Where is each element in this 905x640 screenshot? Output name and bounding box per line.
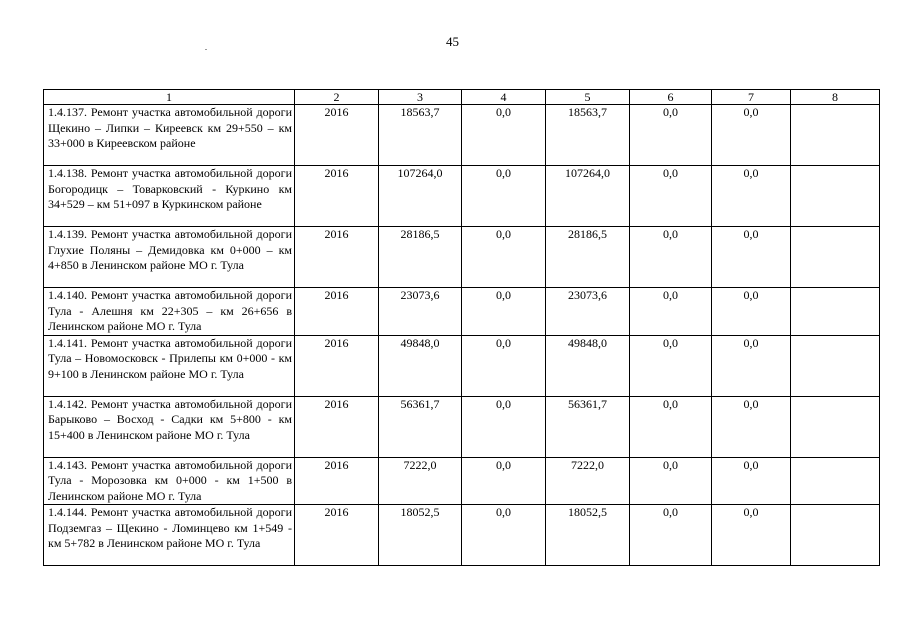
page-number: 45: [446, 34, 459, 49]
row-federal: 0,0: [462, 457, 546, 505]
column-header: 7: [712, 90, 791, 105]
row-local: 0,0: [630, 505, 712, 566]
row-regional: 18052,5: [546, 505, 630, 566]
row-regional: 7222,0: [546, 457, 630, 505]
row-description: 1.4.137. Ремонт участка автомобильной дороги Щекино – Липки – Киреевск км 29+550 – км 33+000 в Киреевском районе: [44, 105, 295, 166]
row-other: 0,0: [712, 457, 791, 505]
row-regional: 23073,6: [546, 288, 630, 336]
row-description: 1.4.140. Ремонт участка автомобильной дороги Тула - Алешня км 22+305 – км 26+656 в Ленинском районе МО г. Тула: [44, 288, 295, 336]
row-year: 2016: [295, 335, 379, 396]
row-other: 0,0: [712, 227, 791, 288]
row-regional: 49848,0: [546, 335, 630, 396]
row-federal: 0,0: [462, 227, 546, 288]
row-extra: [791, 396, 880, 457]
row-year: 2016: [295, 105, 379, 166]
row-year: 2016: [295, 166, 379, 227]
column-header: 8: [791, 90, 880, 105]
row-other: 0,0: [712, 166, 791, 227]
row-description: 1.4.144. Ремонт участка автомобильной дороги Подземгаз – Щекино - Ломинцево км 1+549 - км 5+782 в Ленинском районе МО г. Тула: [44, 505, 295, 566]
row-description: 1.4.139. Ремонт участка автомобильной дороги Глухие Поляны – Демидовка км 0+000 – км 4+850 в Ленинском районе МО г. Тула: [44, 227, 295, 288]
row-total: 49848,0: [379, 335, 462, 396]
row-total: 23073,6: [379, 288, 462, 336]
road-repair-table: [43, 89, 880, 566]
row-regional: 56361,7: [546, 396, 630, 457]
row-description: 1.4.142. Ремонт участка автомобильной дороги Барыково – Восход - Садки км 5+800 - км 15+400 в Ленинском районе МО г. Тула: [44, 396, 295, 457]
row-year: 2016: [295, 457, 379, 505]
row-federal: 0,0: [462, 288, 546, 336]
row-other: 0,0: [712, 335, 791, 396]
row-extra: [791, 105, 880, 166]
column-header: 6: [630, 90, 712, 105]
row-federal: 0,0: [462, 505, 546, 566]
row-other: 0,0: [712, 105, 791, 166]
table-row: [44, 396, 880, 457]
row-local: 0,0: [630, 166, 712, 227]
row-other: 0,0: [712, 288, 791, 336]
table-row: [44, 166, 880, 227]
table-row: [44, 288, 880, 336]
table-row: [44, 457, 880, 505]
row-local: 0,0: [630, 335, 712, 396]
row-regional: 107264,0: [546, 166, 630, 227]
row-description: 1.4.141. Ремонт участка автомобильной дороги Тула – Новомосковск - Прилепы км 0+000 - км 9+100 в Ленинском районе МО г. Тула: [44, 335, 295, 396]
scan-speck: [205, 49, 207, 50]
row-extra: [791, 288, 880, 336]
row-other: 0,0: [712, 505, 791, 566]
row-other: 0,0: [712, 396, 791, 457]
table-row: [44, 227, 880, 288]
row-year: 2016: [295, 227, 379, 288]
row-federal: 0,0: [462, 335, 546, 396]
column-header: 5: [546, 90, 630, 105]
row-extra: [791, 505, 880, 566]
row-extra: [791, 166, 880, 227]
row-total: 18563,7: [379, 105, 462, 166]
row-extra: [791, 335, 880, 396]
table-row: [44, 105, 880, 166]
row-local: 0,0: [630, 457, 712, 505]
row-federal: 0,0: [462, 166, 546, 227]
header-row: [44, 90, 880, 105]
row-regional: 28186,5: [546, 227, 630, 288]
row-total: 56361,7: [379, 396, 462, 457]
row-local: 0,0: [630, 396, 712, 457]
row-description: 1.4.143. Ремонт участка автомобильной дороги Тула - Морозовка км 0+000 - км 1+500 в Ленинском районе МО г. Тула: [44, 457, 295, 505]
column-header: 2: [295, 90, 379, 105]
row-federal: 0,0: [462, 105, 546, 166]
row-extra: [791, 457, 880, 505]
column-header: 3: [379, 90, 462, 105]
row-total: 18052,5: [379, 505, 462, 566]
row-total: 28186,5: [379, 227, 462, 288]
column-header: 4: [462, 90, 546, 105]
row-extra: [791, 227, 880, 288]
row-total: 107264,0: [379, 166, 462, 227]
row-federal: 0,0: [462, 396, 546, 457]
table-row: [44, 335, 880, 396]
row-local: 0,0: [630, 227, 712, 288]
row-year: 2016: [295, 505, 379, 566]
row-local: 0,0: [630, 105, 712, 166]
row-year: 2016: [295, 288, 379, 336]
row-local: 0,0: [630, 288, 712, 336]
table-row: [44, 505, 880, 566]
row-regional: 18563,7: [546, 105, 630, 166]
row-total: 7222,0: [379, 457, 462, 505]
row-year: 2016: [295, 396, 379, 457]
column-header: 1: [44, 90, 295, 105]
row-description: 1.4.138. Ремонт участка автомобильной дороги Богородицк – Товарковский - Куркино км 34+529 – км 51+097 в Куркинском районе: [44, 166, 295, 227]
